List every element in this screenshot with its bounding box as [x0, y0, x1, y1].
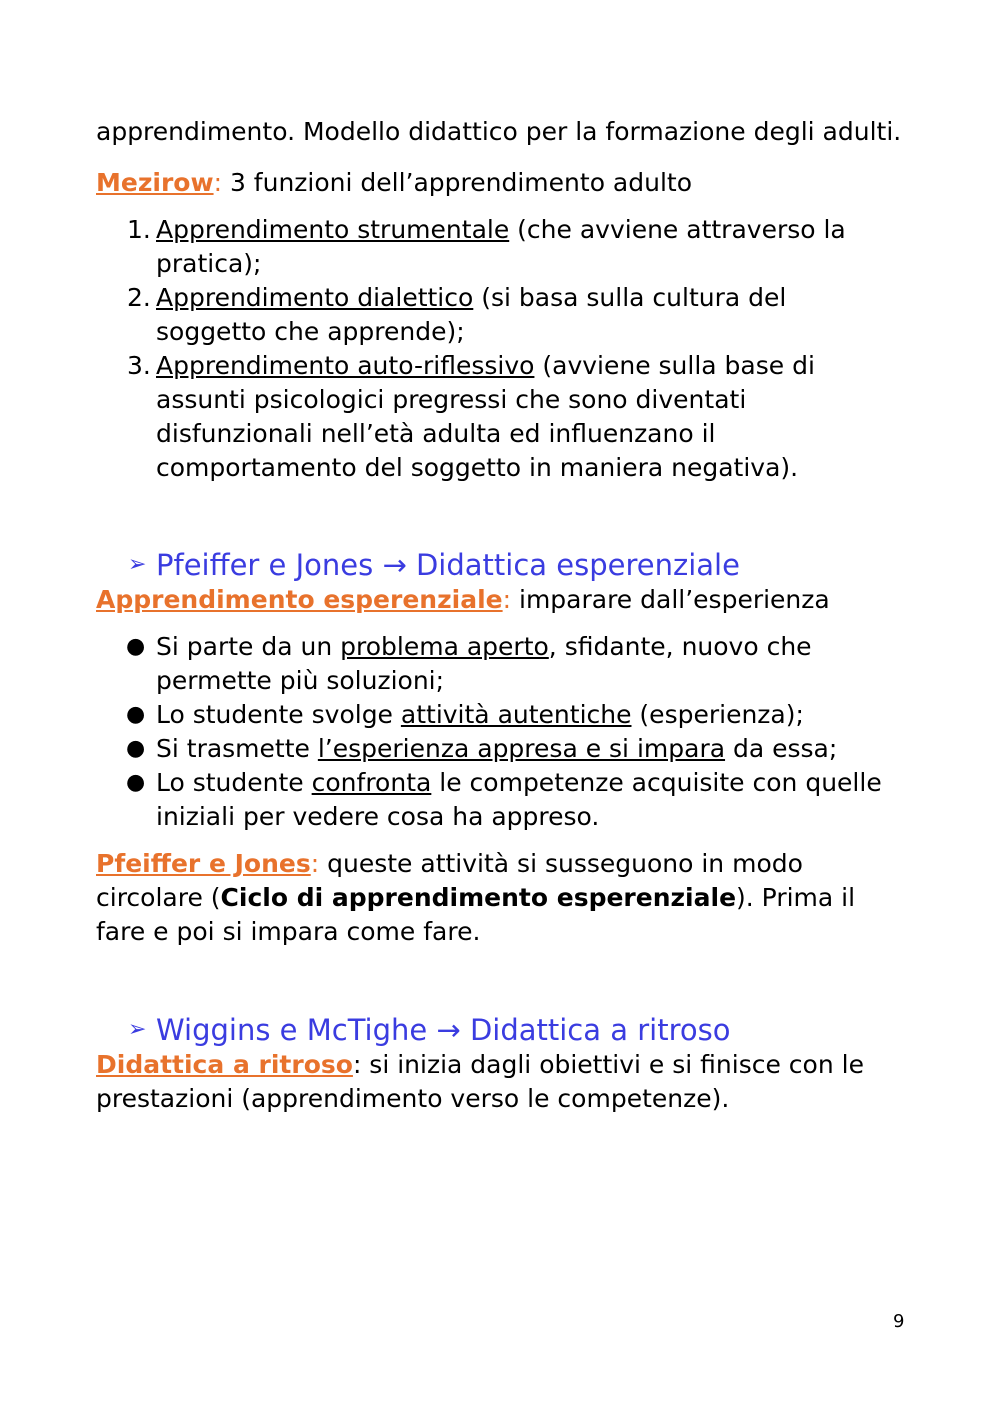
list-item — [96, 630, 904, 698]
bullet-pre: Lo studente — [156, 768, 312, 797]
bullet-pre: Si parte da un — [156, 632, 341, 661]
pfeiffer-jones-colon: : — [310, 849, 320, 878]
bullet-underlined: l’esperienza appresa e si impara — [317, 734, 726, 763]
bullet-post: le competenze acquisite con quelle iniziali per vedere cosa ha appreso. — [156, 768, 882, 831]
note-pre: queste attività si susseguono in modo circolare ( — [96, 849, 803, 912]
backward-design-term: Didattica a ritroso — [96, 1050, 353, 1079]
section-heading-pfeiffer — [96, 547, 904, 583]
page-number: 9 — [893, 1311, 905, 1332]
list-item — [96, 281, 904, 349]
heading-text: Pfeiffer e Jones → Didattica esperenziale — [156, 548, 740, 582]
heading-text: Wiggins e McTighe → Didattica a ritroso — [156, 1013, 731, 1047]
bullet-icon: ● — [126, 736, 146, 761]
mezirow-text: 3 funzioni dell’apprendimento adulto — [222, 168, 693, 197]
experiential-text: imparare dall’esperienza — [511, 585, 830, 614]
list-term: Apprendimento dialettico — [156, 283, 474, 312]
experiential-colon: : — [502, 585, 512, 614]
list-text: (che avviene attraverso la pratica); — [156, 215, 846, 278]
bullet-underlined: attività autentiche — [400, 700, 632, 729]
list-item — [96, 349, 904, 485]
list-term: Apprendimento strumentale — [156, 215, 510, 244]
arrowhead-bullet-icon: ➢ — [128, 552, 147, 577]
bullet-icon: ● — [126, 702, 146, 727]
list-item — [96, 698, 904, 732]
section-heading-wiggins — [96, 1012, 904, 1048]
list-item — [96, 213, 904, 281]
bullet-underlined: confronta — [311, 768, 432, 797]
mezirow-paragraph — [96, 166, 904, 200]
pfeiffer-jones-note — [96, 847, 904, 949]
bullet-underlined: problema aperto — [340, 632, 549, 661]
experiential-bullets — [96, 630, 904, 834]
bullet-icon: ● — [126, 770, 146, 795]
bullet-icon: ● — [126, 634, 146, 659]
bullet-post: (esperienza); — [631, 700, 804, 729]
list-number: 1. — [127, 215, 151, 244]
bullet-post: da essa; — [725, 734, 838, 763]
list-item — [96, 766, 904, 834]
note-post: ). Prima il fare e poi si impara come fare. — [96, 883, 856, 946]
document-body — [96, 115, 904, 1116]
mezirow-term: Mezirow — [96, 168, 214, 197]
list-term: Apprendimento auto-riflessivo — [156, 351, 535, 380]
backward-design-text: : si inizia dagli obiettivi e si finisce con le prestazioni (apprendimento verso le competenze). — [96, 1050, 864, 1113]
bullet-post: , sfidante, nuovo che permette più soluzioni; — [156, 632, 812, 695]
pfeiffer-jones-term: Pfeiffer e Jones — [96, 849, 311, 878]
backward-design-definition — [96, 1048, 904, 1116]
mezirow-colon: : — [213, 168, 222, 197]
experiential-term: Apprendimento esperenziale — [96, 585, 503, 614]
note-bold: Ciclo di apprendimento esperenziale — [220, 883, 737, 912]
arrowhead-bullet-icon: ➢ — [128, 1017, 147, 1042]
list-number: 3. — [127, 351, 151, 380]
bullet-pre: Lo studente svolge — [156, 700, 401, 729]
intro-paragraph: apprendimento. Modello didattico per la formazione degli adulti. — [96, 117, 902, 146]
list-number: 2. — [127, 283, 151, 312]
experiential-definition — [96, 583, 904, 617]
list-text: (si basa sulla cultura del soggetto che apprende); — [156, 283, 787, 346]
list-item — [96, 732, 904, 766]
list-text: (avviene sulla base di assunti psicologici pregressi che sono diventati disfunzionali nell’età adulta ed influenzano il comportamento del soggetto in maniera negativa). — [156, 351, 815, 482]
bullet-pre: Si trasmette — [156, 734, 318, 763]
mezirow-list — [96, 213, 904, 485]
